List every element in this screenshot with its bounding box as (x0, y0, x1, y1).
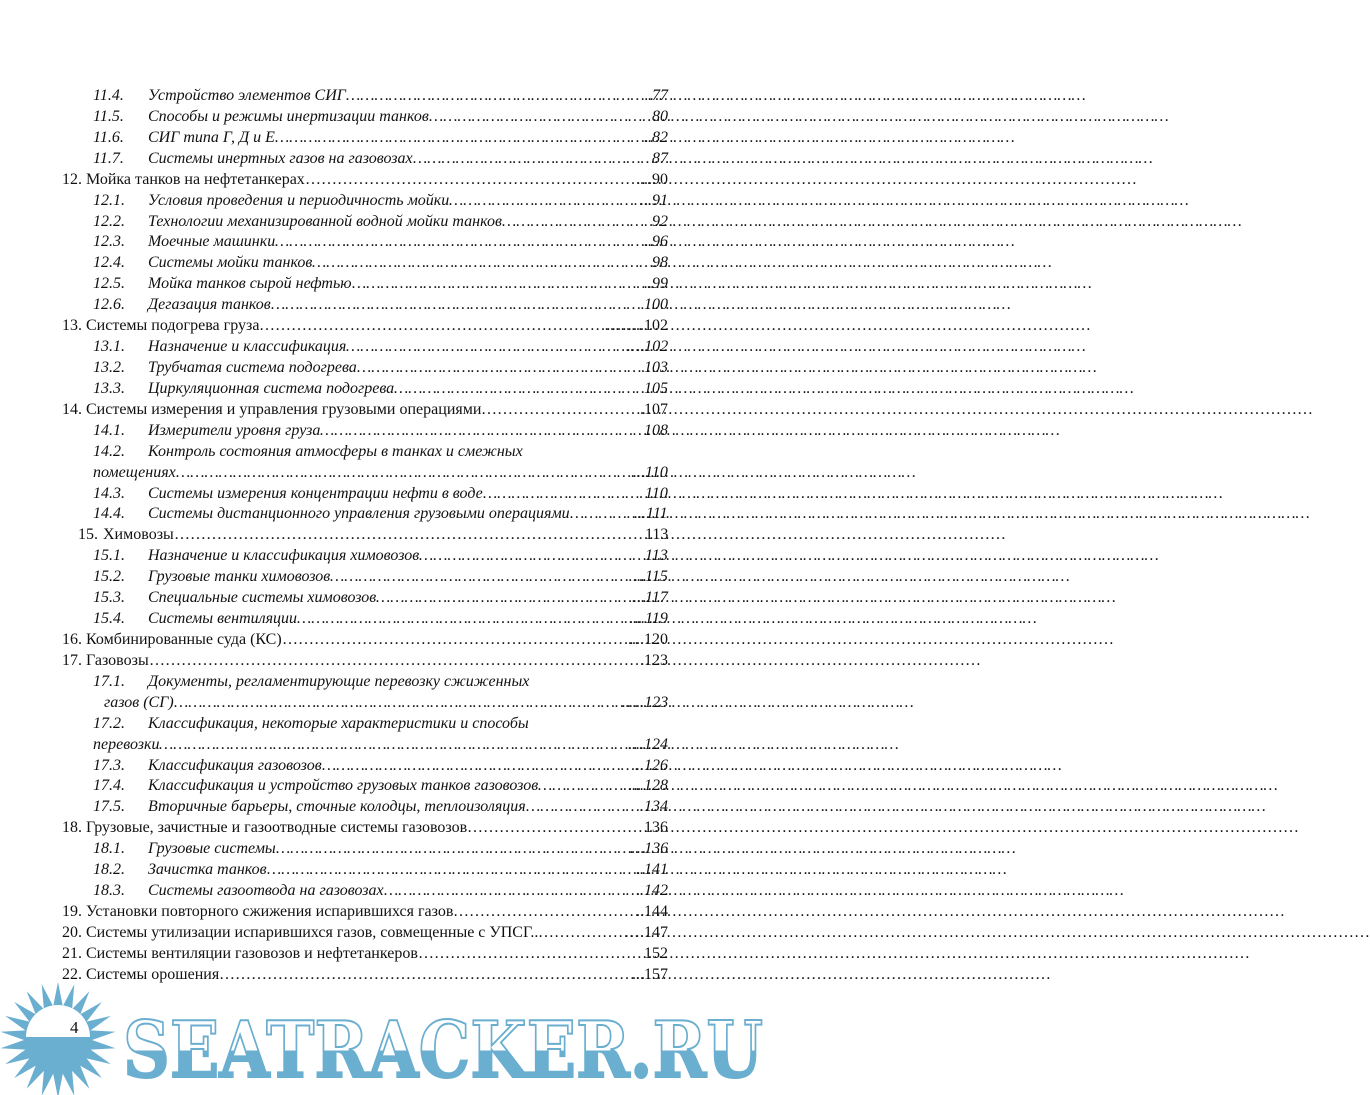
toc-entry[interactable] (0, 525, 774, 546)
dot-leader (320, 421, 644, 442)
toc-entry[interactable] (0, 253, 774, 274)
dot-leader (538, 923, 624, 944)
entry-number: 15.4. (93, 610, 125, 628)
entry-title: Назначение и классификация химовозов (148, 547, 420, 565)
entry-number: 18.3. (93, 882, 125, 900)
entry-number: 17.5. (93, 798, 125, 816)
entry-page-number: 98 (652, 254, 668, 272)
entry-number: 11.7. (93, 149, 124, 167)
entry-number: 15.2. (93, 568, 125, 586)
entry-title: Комбинированные суда (КС) (86, 630, 282, 648)
entry-page-number: ...117 (633, 589, 668, 607)
entry-page-number: ....128 (628, 777, 668, 795)
entry-page-number: ..144 (636, 902, 668, 920)
entry-number: 14. (62, 400, 82, 418)
toc-entry[interactable] (0, 86, 774, 107)
dot-leader (352, 274, 644, 295)
entry-page-number: 136 (644, 819, 668, 837)
entry-page-number: 80 (652, 107, 668, 125)
entry-title: Системы вентиляции газовозов и нефтетанкеров (86, 944, 418, 962)
entry-title: СИГ типа Г, Д и Е (148, 128, 275, 146)
toc-entry[interactable] (0, 316, 774, 337)
entry-page-number: ….102 (626, 338, 669, 356)
entry-page-number: ...110 (633, 463, 668, 481)
entry-title-continued: перевозки (93, 735, 160, 753)
dot-leader (467, 818, 644, 839)
entry-number: 18. (62, 819, 82, 837)
entry-page-number: 105 (644, 379, 668, 397)
toc-entry[interactable] (0, 170, 774, 191)
toc-entry[interactable] (0, 609, 774, 630)
dot-leader (322, 756, 636, 777)
toc-entry[interactable] (0, 128, 774, 149)
dot-leader (384, 881, 636, 902)
toc-entry[interactable] (0, 358, 774, 379)
dot-leader (346, 86, 648, 107)
entry-title: Системы мойки танков (148, 254, 313, 272)
entry-number: 12.2. (93, 212, 125, 230)
dot-leader (419, 546, 645, 567)
entry-title: Циркуляционная система подогрева (148, 379, 395, 397)
toc-entry[interactable] (0, 212, 774, 233)
dot-leader (275, 232, 644, 253)
entry-page-number: ……..102 (604, 317, 668, 335)
toc-entry[interactable] (0, 274, 774, 295)
entry-title: Системы измерения концентрации нефти в воде (148, 484, 483, 502)
entry-page-number: ….147 (624, 923, 668, 941)
entry-title: Вторичные барьеры, сточные колодцы, теплоизоляция (148, 798, 526, 816)
toc-entry[interactable] (0, 902, 774, 923)
entry-title: Контроль состояния атмосферы в танках и смежных (148, 442, 523, 460)
dot-leader (449, 191, 640, 212)
sun-icon (1, 982, 116, 1095)
dot-leader (297, 609, 629, 630)
entry-page-number: ..96 (644, 233, 668, 251)
toc-entry[interactable] (0, 295, 774, 316)
dot-leader (538, 776, 628, 797)
entry-page-number: 103 (644, 358, 668, 376)
entry-page-number: ..126 (636, 756, 668, 774)
entry-title-continued: газов (СГ) (104, 693, 174, 711)
entry-title: Грузовые танки химовозов (148, 568, 331, 586)
entry-title: Системы подогрева груза (86, 317, 260, 335)
entry-number: 12.4. (93, 254, 125, 272)
entry-page-number: …136 (630, 840, 669, 858)
toc-entry[interactable] (0, 442, 774, 463)
entry-page-number: ....119 (629, 610, 668, 628)
toc-entry[interactable] (0, 421, 774, 442)
dot-leader (357, 358, 644, 379)
entry-number: 15.3. (93, 589, 125, 607)
entry-title: Измерители уровня груза (148, 421, 321, 439)
toc-entry[interactable] (0, 567, 774, 588)
entry-page-number: ..142 (636, 882, 668, 900)
entry-number: 14.1. (93, 421, 125, 439)
toc-entry[interactable] (0, 463, 774, 484)
dot-leader (376, 588, 633, 609)
entry-title: Системы утилизации испарившихся газов, совмещенные с УПСГ.. (86, 923, 539, 941)
toc-entry[interactable] (0, 965, 774, 986)
entry-page-number: ....120 (628, 630, 668, 648)
toc-entry[interactable] (0, 860, 774, 881)
entry-number: 12.3. (93, 233, 125, 251)
toc-entry[interactable] (0, 881, 774, 902)
entry-title: Моечные машинки (148, 233, 276, 251)
toc-entry[interactable] (0, 630, 774, 651)
entry-number: 22. (62, 965, 82, 983)
toc-entry[interactable] (0, 232, 774, 253)
entry-number: 13.2. (93, 358, 125, 376)
entry-number: 15.1. (93, 547, 125, 565)
entry-page-number: .107 (640, 400, 668, 418)
entry-number: 18.1. (93, 840, 125, 858)
entry-title: Классификация, некоторые характеристики и способы (148, 714, 529, 732)
dot-leader (483, 484, 645, 505)
entry-page-number: 113 (645, 526, 669, 544)
entry-title: Системы инертных газов на газовозах (148, 149, 413, 167)
dot-leader (275, 128, 644, 149)
dot-leader (149, 651, 640, 672)
entry-title: Условия проведения и периодичность мойки (148, 191, 450, 209)
entry-title: Документы, регламентирующие перевозку сжиженных (148, 672, 530, 690)
entry-number: 12.5. (93, 275, 125, 293)
entry-title: Дегазация танков (148, 296, 271, 314)
entry-number: 12. (62, 170, 82, 188)
toc-entry[interactable] (0, 379, 774, 400)
entry-title: Системы газоотвода на газовозах (148, 882, 384, 900)
entry-page-number: ...111 (634, 505, 668, 523)
toc-entry[interactable] (0, 484, 774, 505)
toc-entry[interactable] (0, 400, 774, 421)
toc-entry[interactable] (0, 149, 774, 170)
dot-leader (418, 944, 644, 965)
toc-entry[interactable] (0, 337, 774, 358)
toc-entry[interactable] (0, 191, 774, 212)
logo-text: SEATRACKER.RU (123, 1005, 763, 1095)
dot-leader (453, 902, 636, 923)
entry-page-number: ...91 (640, 191, 668, 209)
toc-entry[interactable] (0, 546, 774, 567)
dot-leader (502, 212, 652, 233)
entry-number: 19. (62, 902, 82, 920)
dot-leader (394, 379, 644, 400)
toc-entry[interactable] (0, 651, 774, 672)
toc-entry[interactable] (0, 944, 774, 965)
toc-entry[interactable] (0, 735, 774, 756)
entry-title: Специальные системы химовозов (148, 589, 377, 607)
entry-page-number: ...115 (633, 568, 668, 586)
entry-page-number: .77 (648, 87, 668, 104)
entry-title: Химовозы (103, 526, 174, 544)
entry-title: Системы вентиляции (148, 610, 298, 628)
entry-title: Классификация и устройство грузовых танков газовозов (148, 777, 539, 795)
entry-title-continued: помещениях (93, 463, 176, 481)
entry-title: Системы измерения и управления грузовыми операциями (86, 400, 482, 418)
entry-number: 11.5. (93, 107, 124, 125)
entry-title: Системы дистанционного управления грузовыми операциями (148, 505, 570, 523)
entry-page-number: 92 (652, 212, 668, 230)
entry-title: Технологии механизированной водной мойки танков (148, 212, 502, 230)
entry-number: 11.6. (93, 128, 124, 146)
entry-page-number: ..82 (644, 128, 668, 146)
entry-title: Грузовые системы (148, 840, 276, 858)
toc-entry[interactable] (0, 797, 774, 818)
entry-number: 13. (62, 317, 82, 335)
dot-leader (219, 965, 632, 986)
dot-leader (159, 735, 628, 756)
entry-title: Назначение и классификация (148, 338, 347, 356)
entry-number: 21. (62, 944, 82, 962)
dot-leader (267, 860, 636, 881)
entry-number: 17.3. (93, 756, 125, 774)
toc-entry[interactable] (0, 818, 774, 839)
dot-leader (305, 170, 636, 191)
page-number: 4 (70, 1018, 79, 1037)
entry-number: 17.1. (93, 672, 125, 690)
toc-entry[interactable] (0, 693, 774, 714)
entry-page-number: ...157 (632, 965, 668, 983)
entry-number: 20. (62, 923, 82, 941)
entry-number: 11.4. (93, 87, 124, 104)
dot-leader (259, 316, 604, 337)
dot-leader (271, 295, 644, 316)
entry-number: 12.1. (93, 191, 125, 209)
toc-entry[interactable] (0, 839, 774, 860)
entry-title: Способы и режимы инертизации танков (148, 107, 429, 125)
entry-number: 17.2. (93, 714, 125, 732)
entry-title: Устройство элементов СИГ (148, 87, 346, 104)
dot-leader (330, 567, 633, 588)
entry-page-number: 152 (644, 944, 668, 962)
entry-number: 13.3. (93, 379, 125, 397)
entry-number: 18.2. (93, 861, 125, 879)
entry-title: Мойка танков сырой нефтью (148, 275, 352, 293)
entry-number: 15. (78, 526, 98, 544)
toc-entry[interactable] (0, 588, 774, 609)
entry-number: 12.6. (93, 296, 125, 314)
entry-page-number: ....124 (628, 735, 668, 753)
entry-page-number: 108 (644, 421, 668, 439)
entry-number: 14.2. (93, 442, 125, 460)
entry-title: Трубчатая система подогрева (148, 358, 357, 376)
toc-entry[interactable] (0, 776, 774, 797)
entry-title: Установки повторного сжижения испарившихся газов (86, 902, 454, 920)
entry-title: Мойка танков на нефтетанкерах (86, 170, 305, 188)
entry-page-number: .123 (640, 651, 668, 669)
dot-leader (570, 504, 634, 525)
dot-leader (429, 107, 652, 128)
toc-entry[interactable] (0, 714, 774, 735)
seatracker-logo (0, 985, 774, 1095)
entry-page-number: …..123 (622, 693, 669, 711)
entry-number: 14.4. (93, 505, 125, 523)
entry-page-number: 100 (644, 296, 668, 314)
entry-page-number: 110 (645, 484, 668, 502)
toc-entry[interactable] (0, 672, 774, 693)
entry-page-number: 113 (645, 547, 668, 565)
dot-leader (276, 839, 630, 860)
dot-leader (174, 525, 645, 546)
toc-entry[interactable] (0, 756, 774, 777)
toc-entry[interactable] (0, 504, 774, 525)
entry-title: Системы орошения (86, 965, 220, 983)
dot-leader (312, 253, 652, 274)
entry-title: Грузовые, зачистные и газоотводные системы газовозов (86, 819, 468, 837)
dot-leader (282, 630, 628, 651)
entry-page-number: ..99 (644, 275, 668, 293)
entry-title: Зачистка танков (148, 861, 267, 879)
dot-leader (413, 149, 652, 170)
entry-number: 13.1. (93, 338, 125, 356)
dot-leader (526, 797, 640, 818)
entry-number: 16. (62, 630, 82, 648)
entry-page-number: ....90 (636, 170, 668, 188)
entry-title: Газовозы (86, 651, 149, 669)
entry-page-number: 87 (652, 149, 668, 167)
entry-number: 14.3. (93, 484, 125, 502)
dot-leader (481, 400, 640, 421)
toc-entry[interactable] (0, 107, 774, 128)
toc-entry[interactable] (0, 923, 774, 944)
entry-title: Классификация газовозов (148, 756, 322, 774)
dot-leader (176, 463, 633, 484)
entry-number: 17. (62, 651, 82, 669)
dot-leader (174, 693, 622, 714)
entry-page-number: ..141 (636, 861, 668, 879)
table-of-contents (0, 86, 774, 986)
entry-page-number: .134 (640, 798, 668, 816)
entry-number: 17.4. (93, 777, 125, 795)
dot-leader (346, 337, 626, 358)
